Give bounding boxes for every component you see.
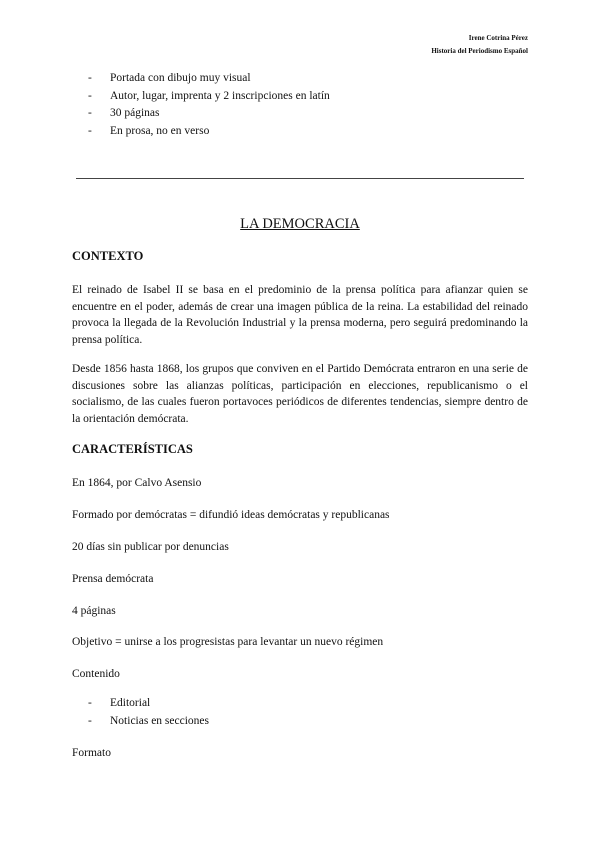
characteristic-line: Formado por demócratas = difundió ideas demócratas y republicanas [72,509,390,521]
page-header [431,32,528,58]
contenido-list [88,695,209,730]
characteristic-line: Objetivo = unirse a los progresistas para levantar un nuevo régimen [72,636,384,648]
list-item-text: Editorial [110,697,151,709]
characteristic-line: 4 páginas [72,605,116,617]
bullet-dash: - [88,124,92,137]
header-subject: Historia del Periodismo Español [431,47,528,55]
list-item-text: Noticias en secciones [110,714,209,727]
bullet-dash: - [88,697,92,709]
bullet-dash: - [88,714,92,727]
heading-caracteristicas: CARACTERÍSTICAS [72,442,193,456]
list-item [88,695,209,713]
list-item [88,88,330,106]
paragraph-contexto-1: El reinado de Isabel II se basa en el predominio de la prensa política para afianzar quien se encuentre en el poder, además de crear una imagen pública de la reina. La estabilidad del reinado provoca la llegada de la Revolución Industrial y la prensa moderna, pero seguirá predominando la prensa política. [72,284,528,346]
list-item-text: Autor, lugar, imprenta y 2 inscripciones en latín [110,89,330,102]
features-list [88,70,330,140]
bullet-dash: - [88,89,92,102]
horizontal-divider [76,178,524,179]
formato-label: Formato [72,747,111,759]
bullet-dash: - [88,72,92,84]
contenido-label: Contenido [72,668,120,680]
characteristic-line: Prensa demócrata [72,573,154,585]
characteristic-line: 20 días sin publicar por denuncias [72,541,229,553]
paragraph-contexto-2: Desde 1856 hasta 1868, los grupos que conviven en el Partido Demócrata entraron en una serie de discusiones sobre las alianzas políticas, participación en elecciones, republicanismo o el socialismo, de las cuales fueron portavoces periódicos de diferentes tendencias, siempre dentro de la orientación demócrata. [72,363,528,425]
bullet-dash: - [88,107,92,119]
list-item [88,70,330,88]
list-item-text: 30 páginas [110,107,160,119]
characteristic-line: En 1864, por Calvo Asensio [72,477,202,489]
section-title: LA DEMOCRACIA [240,216,360,232]
list-item [88,713,209,731]
list-item-text: Portada con dibujo muy visual [110,72,251,84]
heading-contexto: CONTEXTO [72,249,144,263]
list-item-text: En prosa, no en verso [110,124,210,137]
header-author: Irene Cotrina Pérez [468,34,528,42]
list-item [88,105,330,123]
list-item [88,123,330,141]
